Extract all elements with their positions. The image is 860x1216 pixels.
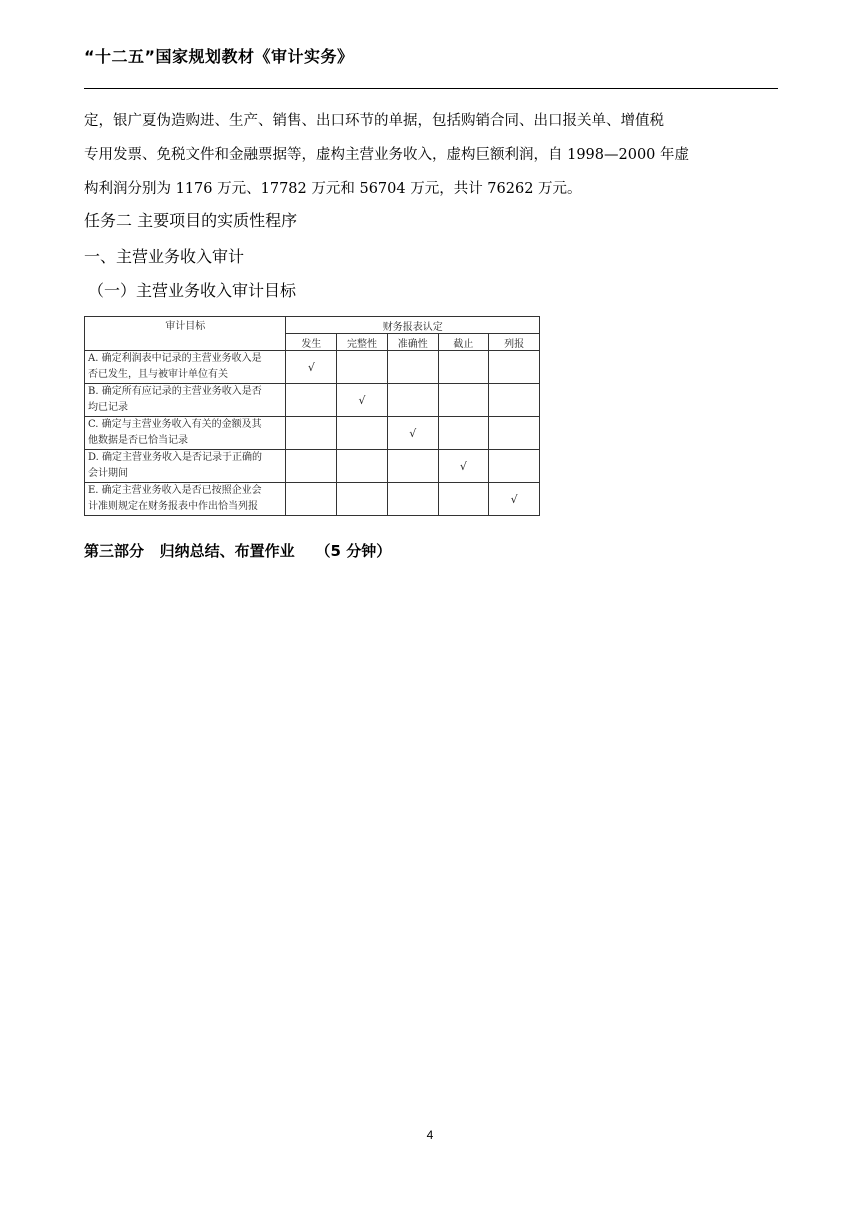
assertion-cell-accuracy: [387, 483, 438, 516]
part-three-heading: 第三部分 归纳总结、布置作业 （5 分钟）: [84, 542, 392, 560]
assertion-cell-completeness: [337, 384, 388, 417]
assertion-header-cutoff: 截止: [438, 334, 489, 351]
paragraph-line: 专用发票、免税文件和金融票据等，虚构主营业务收入，虚构巨额利润，自 1998—2000 年虚: [84, 147, 690, 163]
table-row: [85, 450, 540, 483]
objective-cell: [85, 351, 286, 384]
check-mark-icon: √: [459, 459, 467, 473]
assertion-header-presentation: 列报: [489, 334, 540, 351]
assertion-cell-completeness: [337, 417, 388, 450]
objective-cell: [85, 450, 286, 483]
objective-text-line: 他数据是否已恰当记录: [88, 435, 188, 446]
objective-text-line: 均已记录: [88, 402, 128, 413]
assertion-cell-occurrence: [286, 417, 337, 450]
objective-text-line: 计准则规定在财务报表中作出恰当列报: [88, 501, 258, 512]
table-row: [85, 384, 540, 417]
section-heading: 一、主营业务收入审计: [84, 247, 245, 266]
objective-column-header: 审计目标: [85, 317, 286, 351]
assertion-cell-occurrence: [286, 483, 337, 516]
assertion-cell-completeness: [337, 483, 388, 516]
check-mark-icon: √: [510, 492, 518, 506]
header-divider: [84, 88, 778, 89]
objective-text-line: C. 确定与主营业务收入有关的金额及其: [88, 419, 262, 430]
assertion-cell-occurrence: [286, 351, 337, 384]
check-mark-icon: √: [307, 360, 315, 374]
objective-text-line: 会计期间: [88, 468, 128, 479]
assertion-cell-completeness: [337, 450, 388, 483]
assertion-cell-accuracy: [387, 351, 438, 384]
assertion-cell-presentation: [489, 483, 540, 516]
assertion-cell-completeness: [337, 351, 388, 384]
assertion-cell-occurrence: [286, 450, 337, 483]
table-row: [85, 483, 540, 516]
body-paragraph: [84, 104, 778, 206]
objective-text-line: 否已发生，且与被审计单位有关: [88, 369, 228, 380]
audit-table-body: [85, 351, 540, 516]
objective-text-line: B. 确定所有应记录的主营业务收入是否: [88, 386, 262, 397]
assertion-cell-cutoff: [438, 450, 489, 483]
assertion-cell-presentation: [489, 384, 540, 417]
task-heading: 任务二 主要项目的实质性程序: [84, 211, 298, 230]
audit-objectives-table: [84, 316, 540, 516]
page-number: 4: [426, 1128, 434, 1142]
assertion-cell-presentation: [489, 450, 540, 483]
check-mark-icon: √: [409, 426, 417, 440]
paragraph-line: 构利润分别为 1176 万元、17782 万元和 56704 万元，共计 76262 万元。: [84, 181, 582, 197]
assertion-header-completeness: 完整性: [337, 334, 388, 351]
objective-text-line: A. 确定利润表中记录的主营业务收入是: [88, 353, 262, 364]
objective-text-line: E. 确定主营业务收入是否已按照企业会: [88, 485, 262, 496]
assertion-cell-accuracy: [387, 450, 438, 483]
assertion-header-occurrence: 发生: [286, 334, 337, 351]
table-row: [85, 351, 540, 384]
objective-cell: [85, 483, 286, 516]
assertion-cell-accuracy: [387, 384, 438, 417]
assertion-header-accuracy: 准确性: [387, 334, 438, 351]
assertion-cell-cutoff: [438, 351, 489, 384]
header-title: “十二五”国家规划教材《审计实务》: [84, 47, 354, 66]
assertion-cell-accuracy: [387, 417, 438, 450]
paragraph-line: 定，银广夏伪造购进、生产、销售、出口环节的单据，包括购销合同、出口报关单、增值税: [84, 113, 664, 129]
assertion-cell-presentation: [489, 417, 540, 450]
assertion-cell-presentation: [489, 351, 540, 384]
assertion-group-header: 财务报表认定: [286, 317, 540, 334]
subsection-heading: （一）主营业务收入审计目标: [88, 281, 297, 300]
table-row: [85, 417, 540, 450]
objective-text-line: D. 确定主营业务收入是否记录于正确的: [88, 452, 263, 463]
assertion-cell-occurrence: [286, 384, 337, 417]
objective-cell: [85, 384, 286, 417]
check-mark-icon: √: [358, 393, 366, 407]
objective-cell: [85, 417, 286, 450]
assertion-cell-cutoff: [438, 483, 489, 516]
assertion-cell-cutoff: [438, 384, 489, 417]
assertion-cell-cutoff: [438, 417, 489, 450]
